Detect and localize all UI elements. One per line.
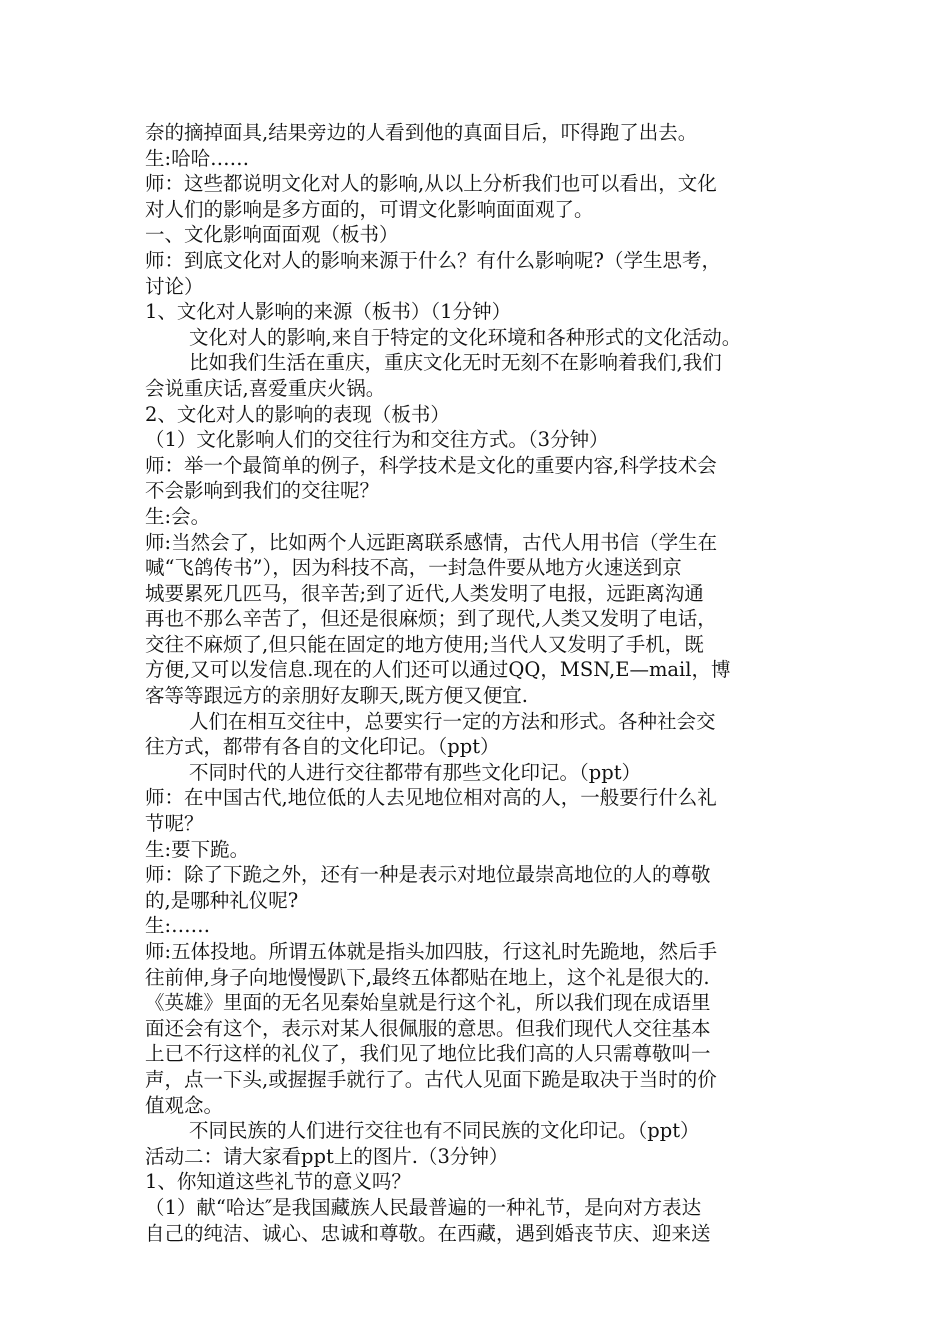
text-line: 师:当然会了，比如两个人远距离联系感情，古代人用书信（学生在	[145, 530, 718, 554]
text-line: 生:……	[145, 914, 211, 938]
text-line: 城要累死几匹马，很辛苦;到了近代,人类发明了电报，远距离沟通	[145, 581, 704, 605]
text-line: （1）献“哈达″是我国藏族人民最普遍的一种礼节，是向对方表达	[145, 1195, 702, 1219]
text-line: 活动二：请大家看ppt上的图片.（3分钟）	[145, 1144, 509, 1168]
text-line: 往前伸,身子向地慢慢趴下,最终五体都贴在地上，这个礼是很大的.	[145, 965, 710, 989]
text-line: 生:哈哈……	[145, 146, 250, 170]
text-line: 交往不麻烦了,但只能在固定的地方使用;当代人又发明了手机，既	[145, 632, 704, 656]
text-line: 师：到底文化对人的影响来源于什么？有什么影响呢?（学生思考，	[145, 248, 721, 272]
text-line: 生:要下跪。	[145, 837, 250, 861]
text-line: 往方式，都带有各自的文化印记。（ppt）	[145, 735, 500, 759]
text-line: 面还会有这个，表示对某人很佩服的意思。但我们现代人交往基本	[145, 1016, 711, 1040]
text-line: 的,是哪种礼仪呢?	[145, 888, 299, 912]
text-line: 对人们的影响是多方面的，可谓文化影响面面观了。	[145, 197, 594, 221]
text-line: 比如我们生活在重庆，重庆文化无时无刻不在影响着我们,我们	[189, 351, 722, 375]
text-line: 节呢？	[145, 812, 204, 836]
text-line: 声，点一下头,或握握手就行了。古代人见面下跪是取决于当时的价	[145, 1067, 717, 1091]
text-line: 值观念。	[145, 1093, 224, 1117]
text-line: 会说重庆话,喜爱重庆火锅。	[145, 376, 386, 400]
text-line: 一、文化影响面面观（板书）	[145, 223, 399, 247]
text-line: 2、文化对人的影响的表现（板书）	[145, 402, 450, 426]
text-line: 师:五体投地。所谓五体就是指头加四肢，行这礼时先跪地，然后手	[145, 940, 718, 963]
document-body	[145, 120, 817, 1246]
text-line: 文化对人的影响,来自于特定的文化环境和各种形式的文化活动。	[189, 325, 742, 349]
text-line: 再也不那么辛苦了，但还是很麻烦；到了现代,人类又发明了电话，	[145, 607, 717, 631]
text-line: 奈的摘掉面具,结果旁边的人看到他的真面目后，吓得跑了出去。	[145, 121, 698, 144]
text-line: 师：在中国古代,地位低的人去见地位相对高的人，一般要行什么礼	[145, 786, 717, 810]
text-line: 生:会。	[145, 504, 211, 528]
text-line: 方便,又可以发信息.现在的人们还可以通过QQ，MSN,E—mail，博	[145, 658, 731, 682]
text-line: 1、文化对人影响的来源（板书）（1分钟）	[145, 300, 512, 324]
text-line: 喊“飞鸽传书”），因为科技不高，一封急件要从地方火速送到京	[145, 556, 682, 580]
text-line: 讨论）	[145, 274, 204, 298]
text-line: 自己的纯洁、诚心、忠诚和尊敬。在西藏，遇到婚丧节庆、迎来送	[145, 1221, 711, 1245]
text-line: 不同民族的人们进行交往也有不同民族的文化印记。（ppt）	[189, 1119, 700, 1143]
text-line: 不会影响到我们的交往呢？	[145, 479, 380, 503]
text-line: （1）文化影响人们的交往行为和交往方式。（3分钟）	[145, 428, 609, 452]
text-line: 人们在相互交往中，总要实行一定的方法和形式。各种社会交	[189, 709, 716, 733]
text-line: 客等等跟远方的亲朋好友聊天,既方便又便宜.	[145, 684, 528, 708]
text-line: 1、你知道这些礼节的意义吗？	[145, 1170, 411, 1194]
text-line: 上已不行这样的礼仪了，我们见了地位比我们高的人只需尊敬叫一	[145, 1042, 711, 1066]
text-line: 师：这些都说明文化对人的影响,从以上分析我们也可以看出，文化	[145, 172, 717, 196]
text-line: 师：举一个最简单的例子，科学技术是文化的重要内容,科学技术会	[145, 453, 717, 477]
text-line: 师：除了下跪之外，还有一种是表示对地位最崇高地位的人的尊敬	[145, 863, 711, 887]
text-line: 《英雄》里面的无名见秦始皇就是行这个礼，所以我们现在成语里	[145, 991, 711, 1015]
text-line: 不同时代的人进行交往都带有那些文化印记。（ppt）	[189, 760, 642, 784]
